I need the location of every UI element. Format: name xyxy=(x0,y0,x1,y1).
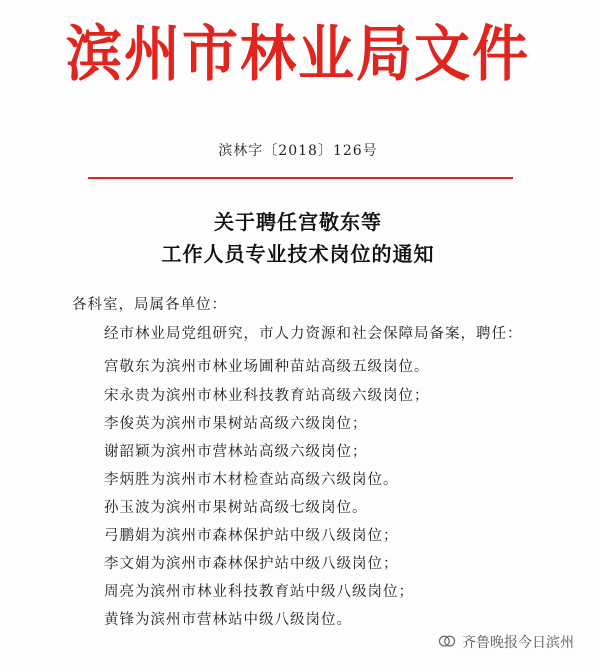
appointment-item: 谢韶颖为滨州市营林站高级六级岗位； xyxy=(104,444,368,460)
appointment-item: 宫敬东为滨州市林业场圃种苗站高级五级岗位。 xyxy=(104,359,430,375)
watermark-text: 齐鲁晚报今日滨州 xyxy=(462,635,574,651)
document-number: 滨林字〔2018〕126号 xyxy=(218,143,378,159)
appointment-item: 黄锋为滨州市营林站中级八级岗位。 xyxy=(104,612,352,628)
notice-title-line-1: 关于聘任宫敬东等 xyxy=(214,210,382,234)
salutation: 各科室，局属各单位： xyxy=(72,297,227,313)
source-watermark xyxy=(438,632,574,652)
appointment-item: 弓鹏娟为滨州市森林保护站中级八级岗位； xyxy=(104,528,399,544)
appointment-item: 李俊英为滨州市果树站高级六级岗位； xyxy=(104,416,368,432)
appointment-item: 孙玉波为滨州市果树站高级七级岗位。 xyxy=(104,500,368,516)
appointment-item: 李文娟为滨州市森林保护站中级八级岗位； xyxy=(104,556,399,572)
appointment-item: 周亮为滨州市林业科技教育站中级八级岗位； xyxy=(104,584,414,600)
wechat-channel-icon xyxy=(438,634,456,650)
intro-paragraph: 经市林业局党组研究，市人力资源和社会保障局备案，聘任： xyxy=(104,326,523,342)
notice-title-line-2: 工作人员专业技术岗位的通知 xyxy=(161,242,435,266)
appointment-item: 宋永贵为滨州市林业科技教育站高级六级岗位； xyxy=(104,388,430,404)
header-divider xyxy=(88,177,513,179)
document-header-title: 滨州市林业局文件 xyxy=(66,18,530,90)
appointment-item: 李炳胜为滨州市木材检查站高级六级岗位。 xyxy=(104,472,399,488)
